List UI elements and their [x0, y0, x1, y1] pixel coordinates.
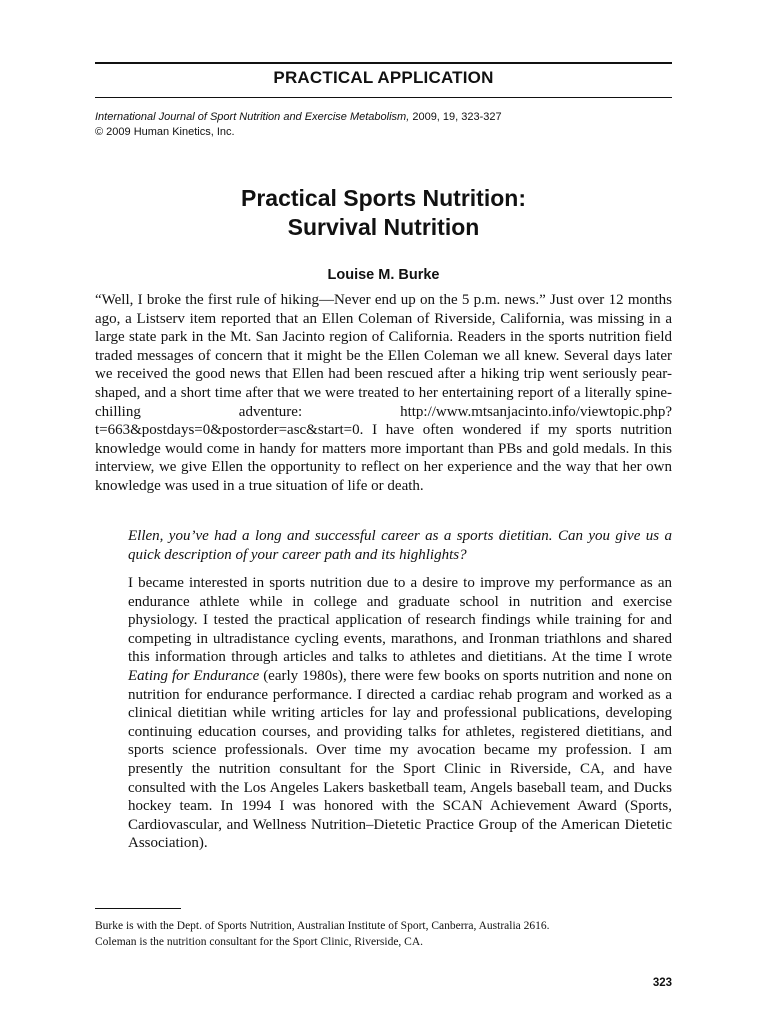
- answer-text-2: (early 1980s), there were few books on sports nutrition and none on nutrition for endurance performance. I directed a cardiac rehab program and worked as a clinical dietitian while writing articles for lay and professional publications, developing continuing education courses, and providing talks for athletes, registered dietitians, and sports science professionals. Over time my avocation became my profession. I am presently the nutrition consultant for the Sport Clinic in Riverside, CA, and have consulted with the Los Angeles Lakers basketball team, Angels baseball team, and Ducks hockey team. In 1994 I was honored with the SCAN Achievement Award (Sports, Cardiovascular, and Wellness Nutrition–Dietetic Practice Group of the American Dietetic Association).: [128, 667, 672, 852]
- answer-text-1: I became interested in sports nutrition due to a desire to improve my performance as an endurance athlete while in college and graduate school in nutrition and exercise physiology. I tested the practical application of research findings while training for and competing in ultradistance cycling events, marathons, and Ironman triathlons and shared this information through articles and talks to athletes and dietitians. At the time I wrote: [128, 575, 672, 666]
- header-divider: [95, 97, 672, 98]
- footnote: [95, 918, 672, 950]
- copyright-line: © 2009 Human Kinetics, Inc.: [95, 126, 235, 138]
- title-line-1: Practical Sports Nutrition:: [241, 185, 526, 211]
- book-title: Eating for Endurance: [128, 667, 260, 684]
- journal-citation: [95, 110, 672, 140]
- footnote-rule: [95, 908, 181, 909]
- journal-name: International Journal of Sport Nutrition and Exercise Metabolism,: [95, 111, 410, 123]
- interview-answer: [128, 574, 672, 853]
- top-rule: [95, 62, 672, 64]
- article-title: [95, 184, 672, 242]
- section-label: PRACTICAL APPLICATION: [273, 68, 494, 87]
- author-name: Louise M. Burke: [327, 267, 440, 283]
- footnote-line-2: Coleman is the nutrition consultant for the Sport Clinic, Riverside, CA.: [95, 936, 424, 948]
- intro-paragraph: “Well, I broke the first rule of hiking—Never end up on the 5 p.m. news.” Just over 12 months ago, a Listserv item reported that an Ellen Coleman of Riverside, California, was missing in a large state park in the Mt. San Jacinto region of California. Readers in the sports nutrition field traded messages of concern that it might be the Ellen Coleman we all knew. Several days later we received the good news that Ellen had been rescued after a hiking trip went seriously pear-shaped, and a short time after that we were treated to her entertaining report of a literally spine-chilling adventure: http://www.mtsanjacinto.info/viewtopic.php?t=663&postdays=0&postorder=asc&start=0. I have often wondered if my sports nutrition knowledge would come in handy for matters more important than PBs and gold medals. In this interview, we give Ellen the opportunity to reflect on her experience and the way that her own knowledge was used in a true situation of life or death.: [95, 292, 672, 494]
- journal-details: 2009, 19, 323-327: [409, 111, 502, 123]
- footnote-line-1: Burke is with the Dept. of Sports Nutrition, Australian Institute of Sport, Canberra, Australia 2616.: [95, 920, 550, 932]
- title-line-2: Survival Nutrition: [287, 214, 480, 240]
- citation-line: [95, 110, 672, 125]
- page-number: 323: [652, 977, 672, 989]
- interview-question: Ellen, you’ve had a long and successful career as a sports dietitian. Can you give us a quick description of your career path and its highlights?: [128, 528, 672, 563]
